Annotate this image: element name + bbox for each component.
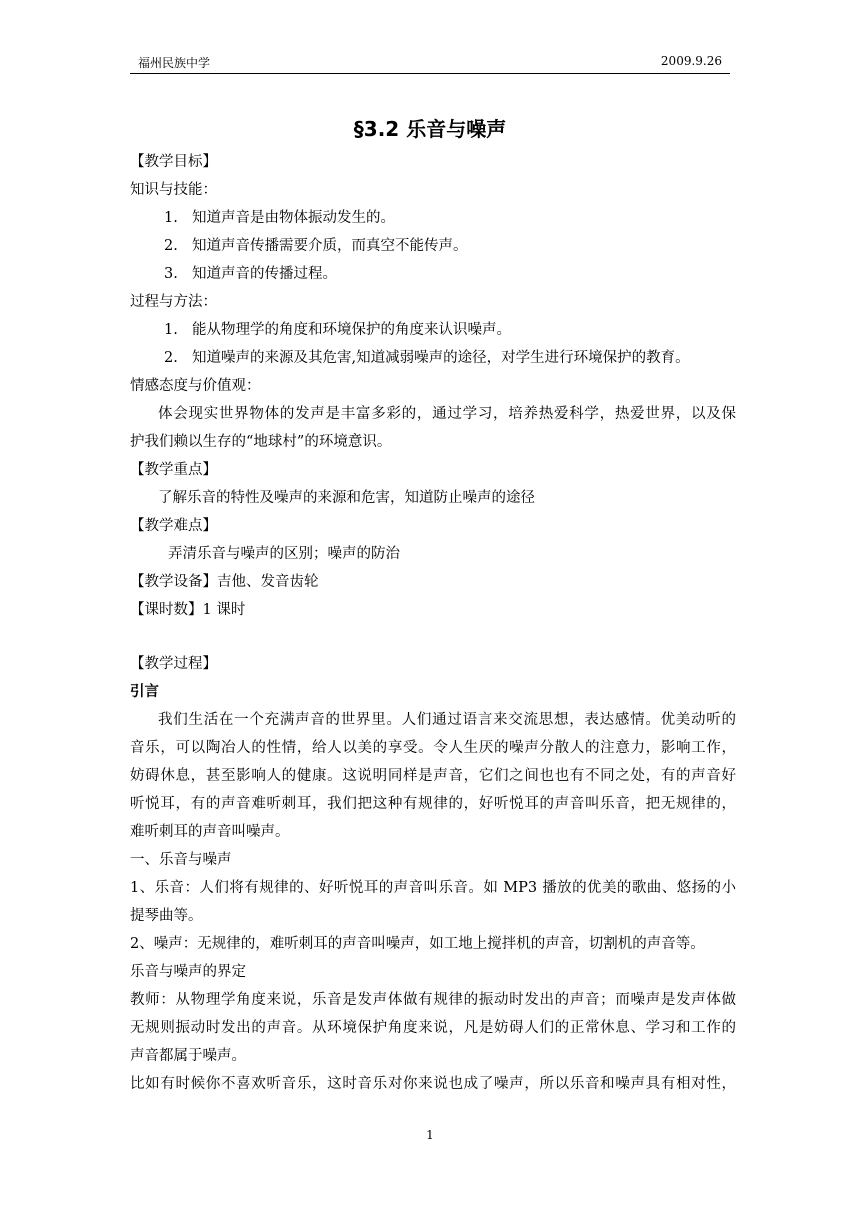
list-item: 2. 知道声音传播需要介质，而真空不能传声。 xyxy=(164,238,468,254)
goals-heading: 【教学目标】 xyxy=(130,154,217,170)
equipment-heading: 【教学设备】 xyxy=(130,574,217,590)
knowledge-heading: 知识与技能： xyxy=(130,182,217,198)
list-item: 3. 知道声音的传播过程。 xyxy=(164,266,337,282)
page-header xyxy=(130,54,730,72)
list-item: 1. 知道声音是由物体振动发生的。 xyxy=(164,210,395,226)
hours-heading: 【课时数】 xyxy=(130,602,203,618)
process-methods-heading: 过程与方法： xyxy=(130,294,217,310)
hours-line xyxy=(130,600,245,620)
attitude-heading: 情感态度与价值观： xyxy=(130,378,261,394)
key-point-heading: 【教学重点】 xyxy=(130,462,217,478)
definition-line: 提琴曲等。 xyxy=(130,908,203,924)
attitude-line: 体会现实世界物体的发声是丰富多彩的，通过学习，培养热爱科学，热爱世界，以及保 xyxy=(158,406,736,422)
intro-line: 难听刺耳的声音叫噪声。 xyxy=(130,824,290,840)
header-school: 福州民族中学 xyxy=(138,56,211,70)
list-item: 2. 知道噪声的来源及其危害,知道减弱噪声的途径，对学生进行环境保护的教育。 xyxy=(164,350,690,366)
intro-line: 妨碍休息，甚至影响人的健康。这说明同样是声音，它们之间也也有不同之处，有的声音好 xyxy=(130,768,736,784)
difficulty-heading: 【教学难点】 xyxy=(130,518,217,534)
header-rule xyxy=(130,73,730,74)
intro-line: 音乐，可以陶冶人的性情，给人以美的享受。令人生厌的噪声分散人的注意力，影响工作， xyxy=(130,740,736,756)
definition-line: 1、乐音：人们将有规律的、好听悦耳的声音叫乐音。如 MP3 播放的优美的歌曲、悠扬的小 xyxy=(130,880,736,896)
page-number: 1 xyxy=(426,1128,434,1142)
process-heading: 【教学过程】 xyxy=(130,656,217,672)
boundary-heading: 乐音与噪声的界定 xyxy=(130,964,246,980)
section-heading: 一、乐音与噪声 xyxy=(130,852,232,868)
header-date: 2009.9.26 xyxy=(660,54,722,68)
key-point-text: 了解乐音的特性及噪声的来源和危害，知道防止噪声的途径 xyxy=(158,490,535,506)
intro-heading: 引言 xyxy=(130,684,159,700)
page-title: §3.2 乐音与噪声 xyxy=(353,117,507,141)
equipment-line xyxy=(130,572,319,592)
definition-line: 2、噪声：无规律的，难听刺耳的声音叫噪声，如工地上搅拌机的声音，切割机的声音等。 xyxy=(130,936,705,952)
hours-text: 1 课时 xyxy=(202,602,246,618)
intro-line: 我们生活在一个充满声音的世界里。人们通过语言来交流思想，表达感情。优美动听的 xyxy=(158,712,736,728)
teacher-line: 无规则振动时发出的声音。从环境保护角度来说，凡是妨碍人们的正常休息、学习和工作的 xyxy=(130,1020,736,1036)
teacher-line: 教师：从物理学角度来说，乐音是发声体做有规律的振动时发出的声音；而噪声是发声体做 xyxy=(130,992,736,1008)
attitude-line: 护我们赖以生存的“地球村”的环境意识。 xyxy=(130,434,392,450)
teacher-line: 声音都属于噪声。 xyxy=(130,1048,246,1064)
difficulty-text: 弄清乐音与噪声的区别；噪声的防治 xyxy=(168,546,400,562)
equipment-text: 吉他、发音齿轮 xyxy=(217,574,319,590)
paragraph-line: 比如有时候你不喜欢听音乐，这时音乐对你来说也成了噪声，所以乐音和噪声具有相对性， xyxy=(130,1076,736,1092)
intro-line: 听悦耳，有的声音难听刺耳，我们把这种有规律的，好听悦耳的声音叫乐音，把无规律的， xyxy=(130,796,736,812)
list-item: 1. 能从物理学的角度和环境保护的角度来认识噪声。 xyxy=(164,322,511,338)
